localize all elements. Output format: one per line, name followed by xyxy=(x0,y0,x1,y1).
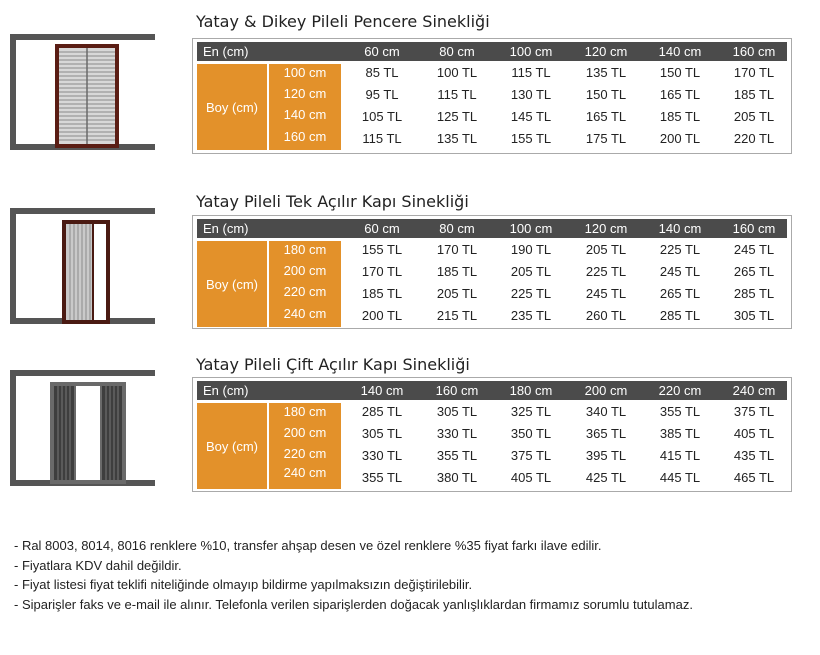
product-image-frame xyxy=(10,208,155,324)
note-line: - Fiyatlara KDV dahil değildir. xyxy=(14,557,182,573)
price-cell: 405 TL xyxy=(733,426,775,441)
price-cell: 170 TL xyxy=(361,264,403,279)
width-column: 160 cm xyxy=(732,44,776,59)
price-cell: 355 TL xyxy=(436,448,478,463)
width-column: 60 cm xyxy=(364,221,400,236)
price-cell: 265 TL xyxy=(659,286,701,301)
product-image-frame xyxy=(10,370,155,486)
height-row-label: 200 cm xyxy=(283,263,327,278)
footnotes xyxy=(14,536,693,614)
price-cell: 200 TL xyxy=(659,131,701,146)
price-cell: 185 TL xyxy=(361,286,403,301)
table-header-row xyxy=(197,381,787,400)
price-cell: 135 TL xyxy=(585,65,627,80)
price-table xyxy=(192,377,792,492)
width-column: 240 cm xyxy=(732,383,776,398)
width-column: 80 cm xyxy=(439,221,475,236)
price-cell: 385 TL xyxy=(659,426,701,441)
height-rows xyxy=(269,64,341,150)
section-title: Yatay & Dikey Pileli Pencere Sinekliği xyxy=(196,12,490,31)
price-cell: 115 TL xyxy=(511,65,551,80)
price-cell: 355 TL xyxy=(361,470,403,485)
width-column: 160 cm xyxy=(435,383,479,398)
price-cell: 415 TL xyxy=(659,448,701,463)
price-cell: 225 TL xyxy=(585,264,627,279)
width-column: 100 cm xyxy=(509,221,553,236)
price-cell: 380 TL xyxy=(436,470,478,485)
price-cell: 205 TL xyxy=(585,242,627,257)
price-cell: 350 TL xyxy=(510,426,552,441)
price-cell: 150 TL xyxy=(585,87,627,102)
price-cell: 225 TL xyxy=(510,286,552,301)
width-column: 120 cm xyxy=(584,221,628,236)
price-cell: 170 TL xyxy=(733,65,775,80)
width-column: 220 cm xyxy=(658,383,702,398)
price-cell: 165 TL xyxy=(659,87,701,102)
note-line: - Siparişler faks ve e-mail ile alınır. Telefonla verilen siparişlerden doğacak yanlışlıklardan firmamız sorumlu tutulamaz. xyxy=(14,596,693,612)
price-cell: 245 TL xyxy=(585,286,627,301)
price-cell: 285 TL xyxy=(361,404,403,419)
height-row-label: 200 cm xyxy=(283,425,327,440)
price-cell: 155 TL xyxy=(510,131,552,146)
price-table xyxy=(192,215,792,329)
double-door-screen-image xyxy=(16,376,155,486)
price-cell: 445 TL xyxy=(659,470,701,485)
price-cell: 205 TL xyxy=(436,286,478,301)
table-header-row xyxy=(197,219,787,238)
price-cell: 165 TL xyxy=(585,109,627,124)
height-rows xyxy=(269,403,341,489)
price-cell: 170 TL xyxy=(436,242,478,257)
price-cell: 330 TL xyxy=(361,448,403,463)
height-row-label: 100 cm xyxy=(283,65,327,80)
width-label: En (cm) xyxy=(203,221,249,236)
section-title: Yatay Pileli Tek Açılır Kapı Sinekliği xyxy=(196,192,469,211)
price-cell: 425 TL xyxy=(585,470,627,485)
price-cell: 260 TL xyxy=(585,308,627,323)
height-row-label: 160 cm xyxy=(283,129,327,144)
height-row-label: 140 cm xyxy=(283,107,327,122)
window-screen-image xyxy=(16,40,155,150)
height-row-label: 240 cm xyxy=(283,465,327,480)
height-label: Boy (cm) xyxy=(197,241,267,327)
price-cell: 205 TL xyxy=(510,264,552,279)
price-cell: 340 TL xyxy=(585,404,627,419)
width-column: 140 cm xyxy=(360,383,404,398)
height-row-label: 240 cm xyxy=(283,306,327,321)
note-line: - Ral 8003, 8014, 8016 renklere %10, transfer ahşap desen ve özel renklere %35 fiyat farkı ilave edilir. xyxy=(14,538,602,553)
width-column: 140 cm xyxy=(658,221,702,236)
price-cell: 235 TL xyxy=(510,308,552,323)
price-cell: 225 TL xyxy=(659,242,701,257)
price-cell: 405 TL xyxy=(510,470,552,485)
price-table xyxy=(192,38,792,154)
width-column: 100 cm xyxy=(509,44,553,59)
width-column: 180 cm xyxy=(509,383,553,398)
price-cell: 185 TL xyxy=(659,109,701,124)
height-row-label: 220 cm xyxy=(283,446,327,461)
price-cell: 365 TL xyxy=(585,426,627,441)
price-cell: 245 TL xyxy=(659,264,701,279)
price-cell: 330 TL xyxy=(436,426,478,441)
price-cell: 375 TL xyxy=(733,404,775,419)
height-rows xyxy=(269,241,341,327)
price-cell: 375 TL xyxy=(510,448,552,463)
price-cell: 185 TL xyxy=(733,87,775,102)
width-column: 140 cm xyxy=(658,44,702,59)
price-cell: 95 TL xyxy=(365,87,399,102)
price-cell: 355 TL xyxy=(659,404,701,419)
price-cell: 465 TL xyxy=(733,470,775,485)
width-label: En (cm) xyxy=(203,383,249,398)
price-cell: 185 TL xyxy=(436,264,478,279)
table-header-row xyxy=(197,42,787,61)
height-row-label: 180 cm xyxy=(283,404,327,419)
price-cell: 305 TL xyxy=(436,404,478,419)
price-cell: 100 TL xyxy=(436,65,478,80)
price-cell: 395 TL xyxy=(585,448,627,463)
price-cell: 115 TL xyxy=(437,87,477,102)
price-cell: 285 TL xyxy=(659,308,701,323)
price-cell: 155 TL xyxy=(361,242,403,257)
height-label: Boy (cm) xyxy=(197,403,267,489)
price-cell: 265 TL xyxy=(733,264,775,279)
price-cell: 135 TL xyxy=(436,131,478,146)
price-cell: 215 TL xyxy=(436,308,478,323)
price-cell: 175 TL xyxy=(585,131,627,146)
price-cell: 205 TL xyxy=(733,109,775,124)
single-door-screen-image xyxy=(16,214,155,324)
price-cell: 150 TL xyxy=(659,65,701,80)
width-column: 60 cm xyxy=(364,44,400,59)
price-cell: 245 TL xyxy=(733,242,775,257)
price-cell: 435 TL xyxy=(733,448,775,463)
note-line: - Fiyat listesi fiyat teklifi niteliğinde olmayıp bildirme yapılmaksızın değiştirilebilir. xyxy=(14,577,473,592)
width-column: 160 cm xyxy=(732,221,776,236)
price-cell: 325 TL xyxy=(510,404,552,419)
section-title: Yatay Pileli Çift Açılır Kapı Sinekliği xyxy=(196,355,470,374)
price-cell: 220 TL xyxy=(733,131,775,146)
height-row-label: 180 cm xyxy=(283,242,327,257)
price-cell: 125 TL xyxy=(436,109,478,124)
width-column: 120 cm xyxy=(584,44,628,59)
price-cell: 115 TL xyxy=(362,131,402,146)
width-column: 80 cm xyxy=(439,44,475,59)
price-cell: 130 TL xyxy=(510,87,552,102)
height-row-label: 120 cm xyxy=(283,86,327,101)
price-cell: 285 TL xyxy=(733,286,775,301)
price-cell: 145 TL xyxy=(510,109,552,124)
price-cell: 305 TL xyxy=(733,308,775,323)
height-label: Boy (cm) xyxy=(197,64,267,150)
price-cell: 200 TL xyxy=(361,308,403,323)
height-row-label: 220 cm xyxy=(283,284,327,299)
price-cell: 105 TL xyxy=(361,109,403,124)
price-cell: 305 TL xyxy=(361,426,403,441)
width-column: 200 cm xyxy=(584,383,628,398)
price-cell: 190 TL xyxy=(510,242,552,257)
price-cell: 85 TL xyxy=(365,65,399,80)
width-label: En (cm) xyxy=(203,44,249,59)
product-image-frame xyxy=(10,34,155,150)
